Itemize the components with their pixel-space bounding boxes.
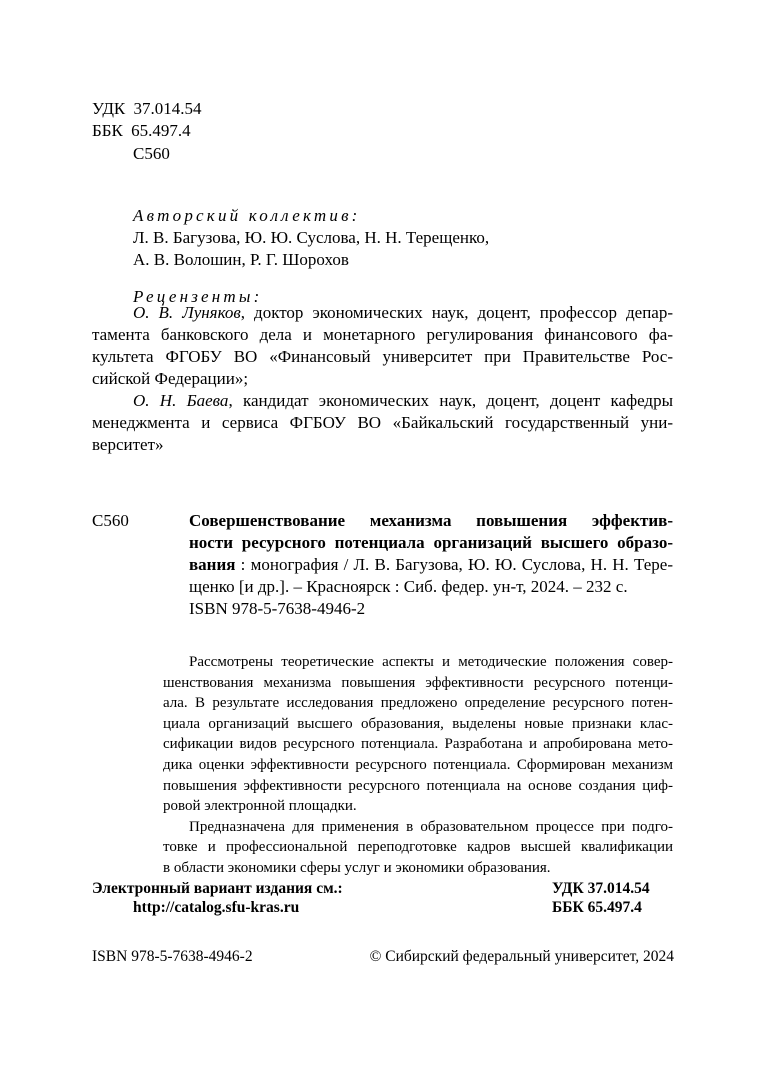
abstract-line: циала организаций высшего образования, выделены новые признаки клас-	[163, 715, 673, 732]
reviewer-1-line-2: тамента банковского дела и монетарного регулирования финансового фа-	[92, 325, 673, 344]
abstract-line: дика оценки эффективности ресурсного потенциала. Сформирован механизм	[163, 757, 673, 773]
bbk-value: 65.497.4	[131, 121, 191, 140]
bib-line-3	[189, 554, 673, 576]
bib-responsibility: : монография / Л. В. Багузова, Ю. Ю. Суслова, Н. Н. Тере-	[235, 555, 673, 574]
author-sign: С560	[133, 144, 170, 163]
footer-isbn: ISBN 978-5-7638-4946-2	[92, 948, 253, 965]
bib-title-line-1: Совершенствование механизма повышения эффектив-	[189, 511, 673, 530]
reviewer-1-desc: , доктор экономических наук, доцент, профессор депар-	[240, 303, 673, 322]
electronic-version-label: Электронный вариант издания см.:	[92, 880, 343, 897]
abstract-line: ала. В результате исследования предложено определение ресурсного потен-	[163, 695, 673, 712]
authors-heading: Авторский коллектив:	[133, 206, 361, 225]
copyright: © Сибирский федеральный университет, 2024	[369, 948, 674, 965]
reviewer-2-line-2: менеджмента и сервиса ФГБОУ ВО «Байкальский государственный уни-	[92, 413, 673, 432]
udk-value: 37.014.54	[133, 99, 202, 118]
authors-line-1: Л. В. Багузова, Ю. Ю. Суслова, Н. Н. Терещенко,	[133, 228, 490, 247]
footer-bbk: ББК 65.497.4	[552, 899, 642, 916]
reviewer-1-name: О. В. Луняков	[133, 303, 241, 322]
bib-isbn: ISBN 978-5-7638-4946-2	[189, 599, 366, 618]
bbk-line	[92, 120, 191, 142]
reviewers-heading: Рецензенты:	[133, 287, 263, 306]
reviewer-2-desc: , кандидат экономических наук, доцент, доцент кафедры	[228, 391, 673, 410]
footer-udk: УДК 37.014.54	[552, 880, 650, 897]
udk-line	[92, 98, 202, 120]
bib-title-end: вания	[189, 555, 236, 574]
bib-line-4: щенко [и др.]. – Красноярск : Сиб. федер. ун-т, 2024. – 232 с.	[189, 577, 628, 596]
abstract-line: Рассмотрены теоретические аспекты и методические положения совер-	[189, 654, 673, 670]
abstract-line: шенствования механизма повышения эффективности ресурсного потенци-	[163, 674, 673, 691]
abstract-line: ровой электронной площадки.	[163, 798, 357, 815]
reviewer-1-line-1	[133, 302, 673, 324]
catalog-url[interactable]: http://catalog.sfu-kras.ru	[133, 899, 300, 916]
bib-title-line-2: ности ресурсного потенциала организаций высшего образо-	[189, 533, 673, 552]
bbk-label: ББК	[92, 121, 123, 140]
udk-label: УДК	[92, 99, 126, 118]
authors-line-2: А. В. Волошин, Р. Г. Шорохов	[133, 250, 349, 269]
abstract-line: товке и профессиональной переподготовке кадров высшей квалификации	[163, 839, 673, 856]
reviewer-2-line-3: верситет»	[92, 435, 164, 454]
reviewer-1-line-4: сийской Федерации»;	[92, 369, 249, 388]
reviewer-1-line-3: культета ФГОБУ ВО «Финансовый университет при Правительстве Рос-	[92, 347, 673, 366]
abstract-line: повышения эффективности ресурсного потенциала на основе создания циф-	[163, 777, 673, 794]
bib-code: С560	[92, 511, 129, 530]
abstract-line: Предназначена для применения в образовательном процессе при подго-	[189, 818, 673, 835]
reviewer-2-line-1	[133, 390, 673, 412]
reviewer-2-name: О. Н. Баева	[133, 391, 229, 410]
abstract-line: в области экономики сферы услуг и экономики образования.	[163, 860, 551, 876]
abstract-line: сификации видов ресурсного потенциала. Разработана и апробирована мето-	[163, 736, 673, 753]
